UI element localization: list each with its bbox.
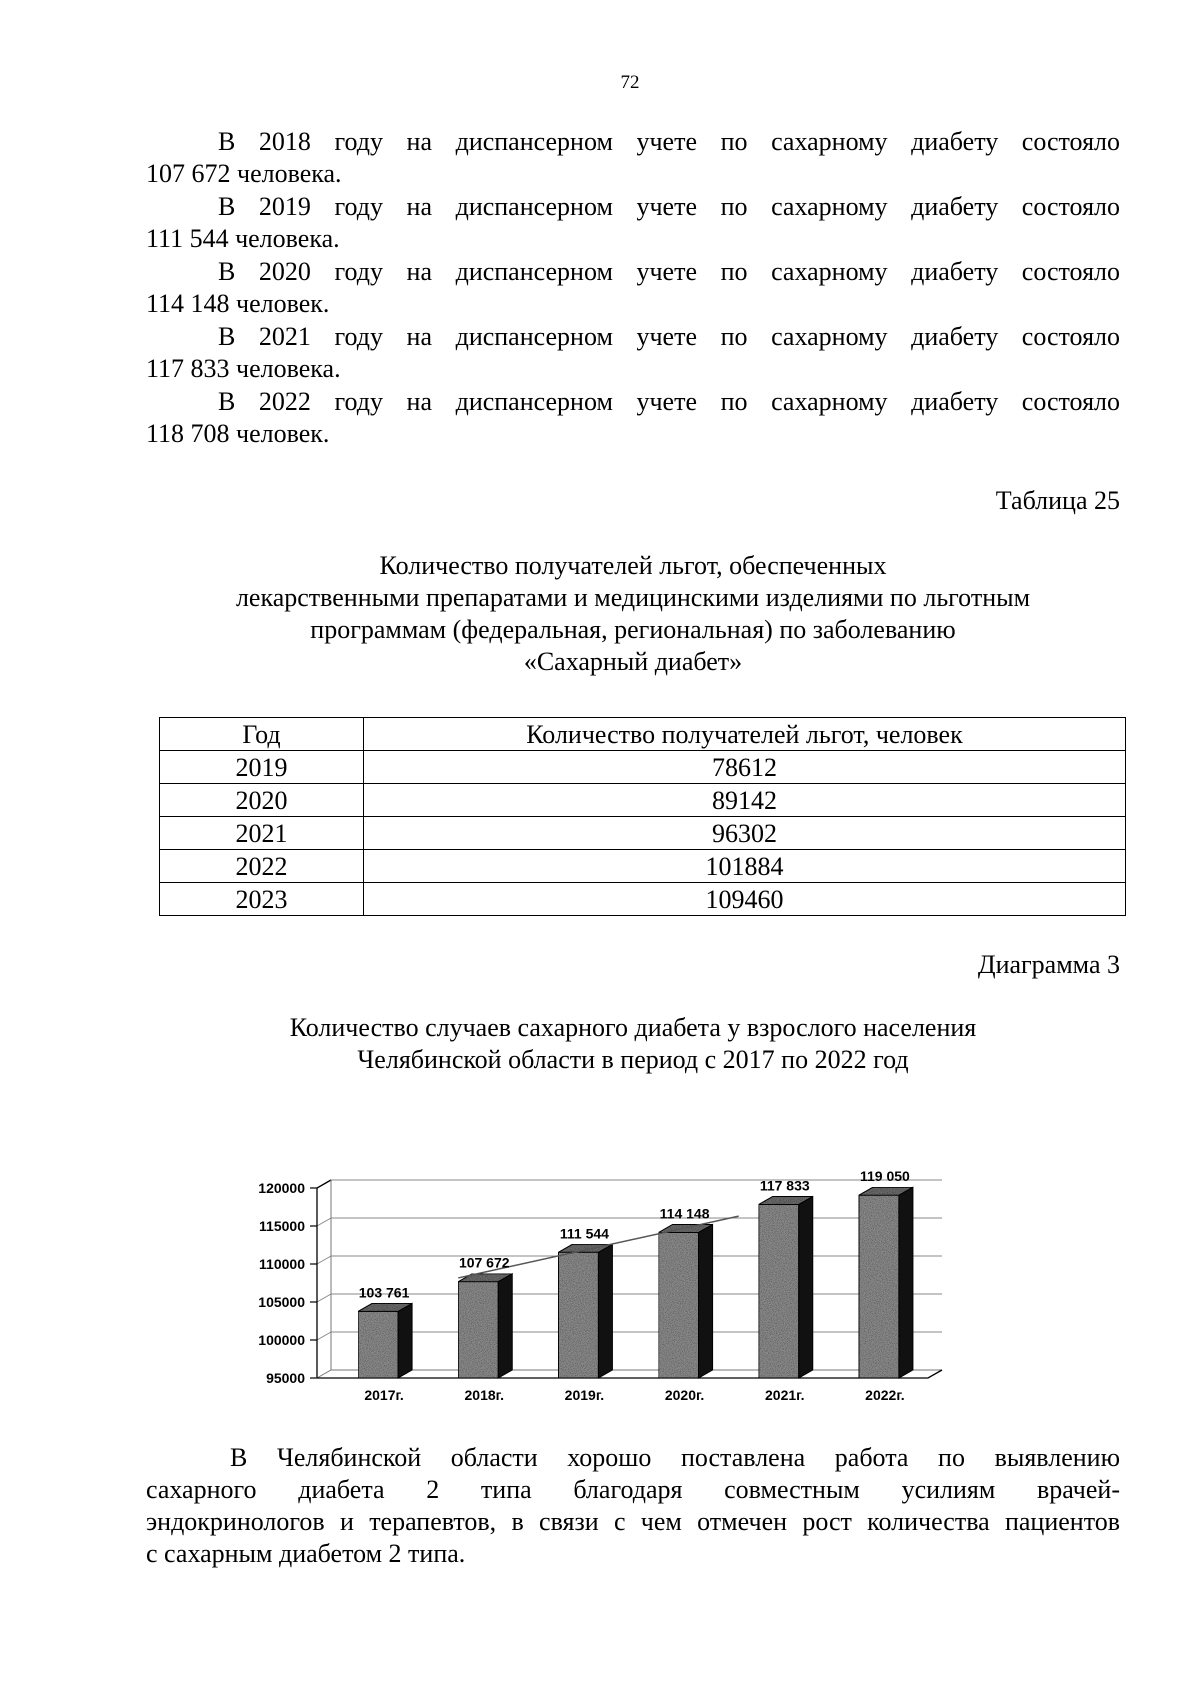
- diabetes-cases-bar-chart: [200, 1130, 970, 1410]
- paragraph-line: В Челябинской области хорошо поставлена работа по выявлению: [230, 1443, 1120, 1472]
- paragraph-line: В 2020 году на диспансерном учете по сахарному диабету состояло: [218, 257, 1120, 286]
- paragraph-line: В 2019 году на диспансерном учете по сахарному диабету состояло: [218, 192, 1120, 221]
- bar-front: [558, 1252, 598, 1378]
- bar-front: [659, 1232, 699, 1378]
- gridline-diagonal: [317, 1218, 331, 1226]
- bar: [859, 1187, 913, 1378]
- bar-side: [799, 1196, 813, 1378]
- bar-front: [859, 1195, 899, 1378]
- bar: [759, 1196, 813, 1378]
- intro-paragraph-2020: [146, 256, 1120, 320]
- year-cell: 2020: [160, 784, 364, 817]
- bar: [358, 1303, 412, 1378]
- paragraph-line: 118 708 человек.: [146, 419, 330, 448]
- bar-side: [398, 1303, 412, 1378]
- bar-data-label: 117 833: [759, 1177, 810, 1194]
- table-caption-line: «Сахарный диабет»: [523, 647, 743, 676]
- intro-paragraph-2022: [146, 386, 1120, 450]
- page-number: 72: [620, 72, 640, 93]
- recipients-cell: 96302: [364, 817, 1126, 850]
- bar-data-label: 111 544: [559, 1225, 609, 1242]
- chart-bars: [358, 1187, 913, 1378]
- x-tick-label: 2021г.: [765, 1387, 805, 1403]
- paragraph-line: 114 148 человек.: [146, 289, 330, 318]
- table-row: [160, 817, 1126, 850]
- year-cell: 2023: [160, 883, 364, 916]
- bar: [558, 1244, 612, 1378]
- year-cell: 2021: [160, 817, 364, 850]
- benefits-table: [159, 717, 1126, 916]
- diagram-label: Диаграмма 3: [977, 950, 1120, 979]
- y-tick-label: 115000: [259, 1218, 305, 1234]
- table-row: [160, 751, 1126, 784]
- bar-front: [358, 1311, 398, 1378]
- paragraph-line: сахарного диабета 2 типа благодаря совместным усилиям врачей-: [146, 1475, 1120, 1504]
- bar-data-label: 114 148: [659, 1205, 710, 1222]
- paragraph-line: В 2018 году на диспансерном учете по сахарному диабету состояло: [218, 127, 1120, 156]
- gridline-diagonal: [317, 1256, 331, 1264]
- table-label: Таблица 25: [995, 486, 1120, 515]
- year-cell: 2019: [160, 751, 364, 784]
- recipients-cell: 89142: [364, 784, 1126, 817]
- bar-data-label: 107 672: [458, 1254, 510, 1271]
- diagram-caption-line: Челябинской области в период с 2017 по 2022 год: [357, 1045, 909, 1074]
- y-axis-line: [317, 1180, 331, 1378]
- table-caption-line: программам (федеральная, региональная) по заболеванию: [310, 615, 956, 644]
- x-tick-label: 2019г.: [564, 1387, 605, 1403]
- diagram-caption: [146, 1012, 1120, 1076]
- bar-side: [899, 1187, 913, 1378]
- x-tick-label: 2022г.: [865, 1387, 905, 1403]
- x-tick-label: 2017г.: [364, 1387, 404, 1403]
- bar-side: [498, 1274, 512, 1378]
- table-caption: [146, 550, 1120, 678]
- bar-data-label: 119 050: [859, 1168, 910, 1185]
- column-header-year: Год: [160, 718, 364, 751]
- intro-paragraph-2021: [146, 321, 1120, 385]
- recipients-cell: 101884: [364, 850, 1126, 883]
- bar: [458, 1274, 512, 1378]
- bar-side: [699, 1224, 713, 1378]
- paragraph-line: В 2021 году на диспансерном учете по сахарному диабету состояло: [218, 322, 1120, 351]
- paragraph-line: с сахарным диабетом 2 типа.: [146, 1539, 466, 1568]
- table-header-row: [160, 718, 1126, 751]
- y-tick-label: 105000: [258, 1294, 305, 1310]
- table-row: [160, 850, 1126, 883]
- x-tick-label: 2020г.: [664, 1387, 705, 1403]
- y-tick-label: 110000: [259, 1256, 305, 1272]
- gridline-diagonal: [317, 1294, 331, 1302]
- table-caption-line: Количество получателей льгот, обеспеченных: [379, 551, 887, 580]
- recipients-cell: 109460: [364, 883, 1126, 916]
- bar-front: [458, 1282, 498, 1378]
- gridline-diagonal: [317, 1332, 331, 1340]
- paragraph-line: В 2022 году на диспансерном учете по сахарному диабету состояло: [218, 387, 1120, 416]
- bar-front: [759, 1204, 799, 1378]
- paragraph-line: эндокринологов и терапевтов, в связи с чем отмечен рост количества пациентов: [146, 1507, 1120, 1536]
- y-tick-label: 95000: [266, 1370, 305, 1386]
- y-tick-label: 100000: [258, 1332, 305, 1348]
- table-caption-line: лекарственными препаратами и медицинскими изделиями по льготным: [235, 583, 1031, 612]
- intro-paragraph-2018: [146, 126, 1120, 190]
- paragraph-line: 111 544 человека.: [146, 224, 340, 253]
- bar: [659, 1224, 713, 1378]
- paragraph-line: 107 672 человека.: [146, 159, 342, 188]
- paragraph-line: 117 833 человека.: [146, 354, 341, 383]
- table-row: [160, 883, 1126, 916]
- diagram-caption-line: Количество случаев сахарного диабета у взрослого населения: [289, 1013, 977, 1042]
- column-header-recipients: Количество получателей льгот, человек: [364, 718, 1126, 751]
- bar-data-label: 103 761: [358, 1284, 410, 1301]
- x-tick-label: 2018г.: [464, 1387, 504, 1403]
- bar-side: [598, 1244, 612, 1378]
- closing-paragraph: [146, 1442, 1120, 1570]
- y-tick-label: 120000: [258, 1180, 305, 1196]
- year-cell: 2022: [160, 850, 364, 883]
- recipients-cell: 78612: [364, 751, 1126, 784]
- intro-paragraph-2019: [146, 191, 1120, 255]
- table-row: [160, 784, 1126, 817]
